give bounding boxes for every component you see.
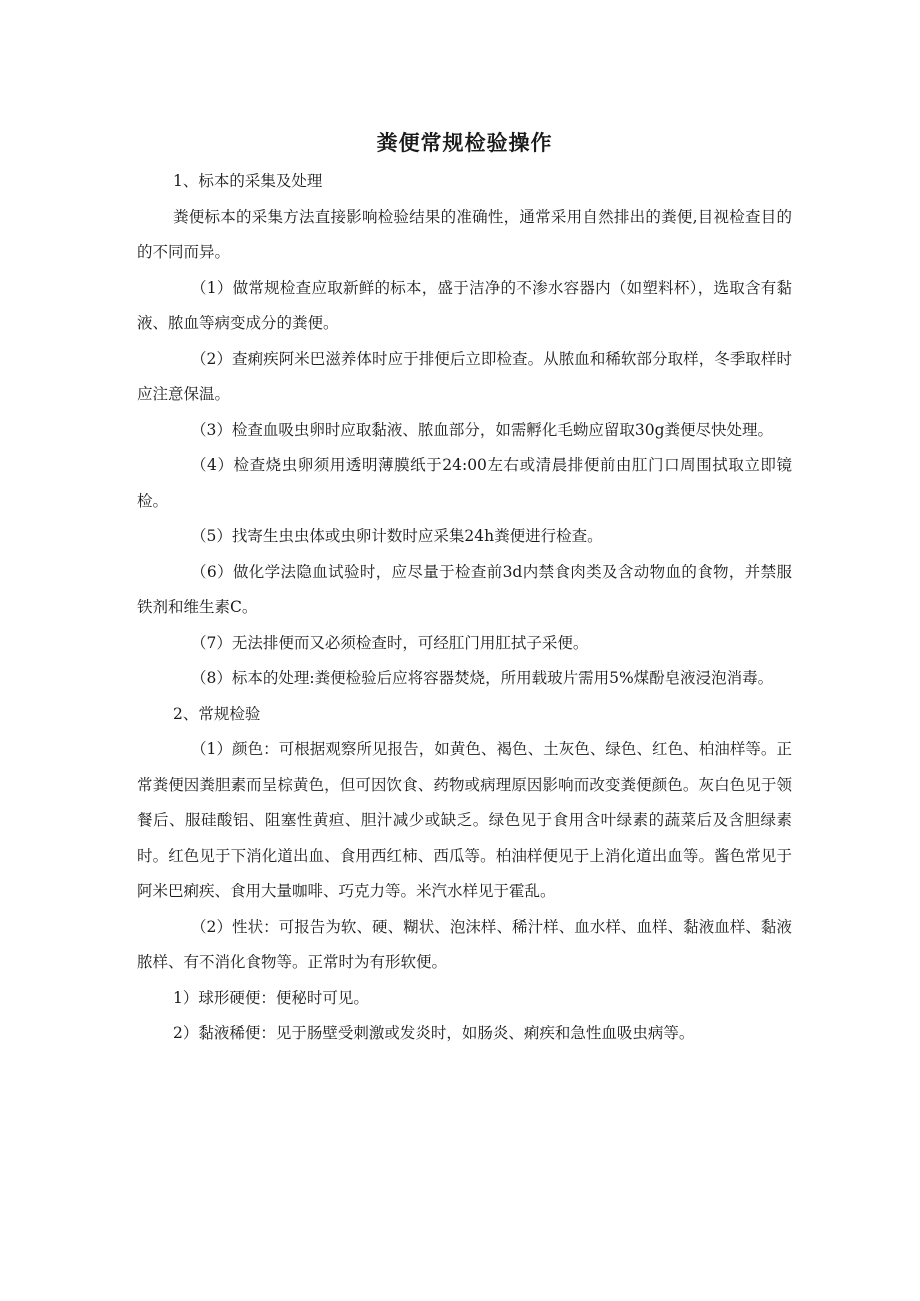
section-heading-specimen: 1、标本的采集及处理	[173, 172, 323, 190]
list-item: 2）黏液稀便：见于肠壁受刺激或发炎时，如肠炎、痢疾和急性血吸虫病等。	[173, 1024, 695, 1042]
document-title: 粪便常规检验操作	[376, 131, 553, 155]
list-item: （6）做化学法隐血试验时，应尽量于检查前3d内禁食肉类及含动物血的食物，并禁服铁剂和维生素C。	[137, 562, 792, 616]
section-heading-routine: 2、常规检验	[173, 704, 261, 723]
list-item: 1）球形硬便：便秘时可见。	[173, 988, 369, 1007]
list-item: （4）检查烧虫卵须用透明薄膜纸于24:00左右或清晨排便前由肛门口周围拭取立即镜检。	[137, 456, 792, 510]
list-item: （3）检查血吸虫卵时应取黏液、脓血部分，如需孵化毛蚴应留取30g粪便尽快处理。	[191, 420, 774, 439]
list-item: （2）查痢疾阿米巴滋养体时应于排便后立即检查。从脓血和稀软部分取样，冬季取样时应注意保温。	[137, 349, 792, 403]
document-page	[137, 128, 792, 1052]
list-item: （5）找寄生虫虫体或虫卵计数时应采集24h粪便进行检查。	[191, 527, 603, 545]
paragraph: 粪便标本的采集方法直接影响检验结果的准确性，通常采用自然排出的粪便,目视检查目的的不同而异。	[137, 207, 792, 261]
list-item: （7）无法排便而又必须检查时，可经肛门用肛拭子采便。	[191, 633, 589, 652]
list-item: （2）性状：可报告为软、硬、糊状、泡沫样、稀汁样、血水样、血样、黏液血样、黏液脓样、有不消化食物等。正常时为有形软便。	[137, 917, 792, 971]
list-item: （1）做常规检查应取新鲜的标本，盛于洁净的不渗水容器内（如塑料杯），选取含有黏液、脓血等病变成分的粪便。	[137, 278, 792, 332]
list-item: （1）颜色：可根据观察所见报告，如黄色、褐色、土灰色、绿色、红色、柏油样等。正常粪便因粪胆素而呈棕黄色，但可因饮食、药物或病理原因影响而改变粪便颜色。灰白色见于领餐后、服硅酸铝、阻塞性黄疸、胆汁减少或缺乏。绿色见于食用含叶绿素的蔬菜后及含胆绿素时。红色见于下消化道出血、食用西红柿、西瓜等。柏油样便见于上消化道出血等。酱色常见于阿米巴痢疾、食用大量咖啡、巧克力等。米汽水样见于霍乱。	[137, 740, 792, 900]
list-item: （8）标本的处理:粪便检验后应将容器焚烧，所用载玻片需用5%煤酚皂液浸泡消毒。	[191, 669, 774, 687]
